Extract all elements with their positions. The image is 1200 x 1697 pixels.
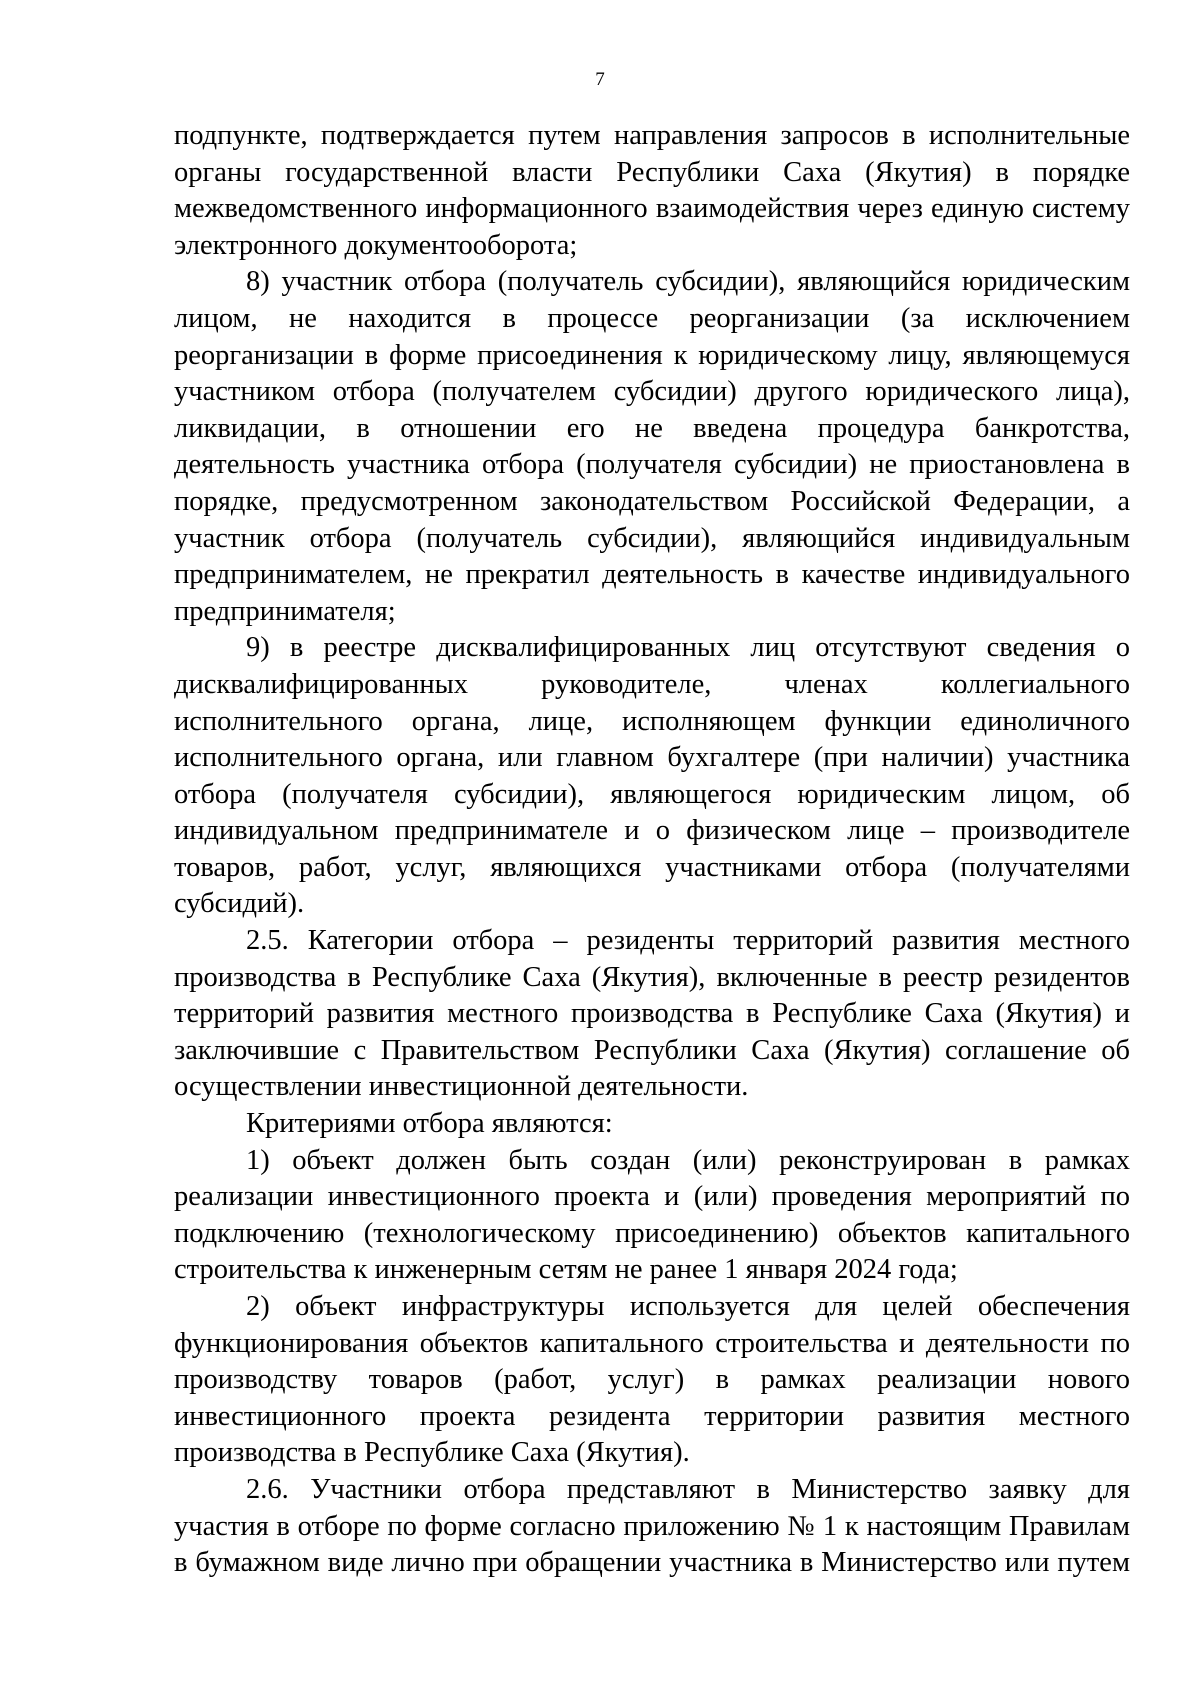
paragraph-item-8: 8) участник отбора (получатель субсидии), являющийся юридическим лицом, не находится в процессе реорганизации (за исключением реорганизации в форме присоединения к юридическому лицу, являющемуся участником отбора (получателем субсидии) другого юридического лица), ликвидации, в отношении его не введена процедура банкротства, деятельность участника отбора (получателя субсидии) не приостановлена в порядке, предусмотренном законодательством Российской Федерации, а участник отбора (получатель субсидии), являющийся индивидуальным предпринимателем, не прекратил деятельность в качестве индивидуального предпринимателя;	[174, 266, 1130, 627]
paragraph-criteria-heading: Критериями отбора являются:	[246, 1108, 613, 1140]
page-number: 7	[595, 69, 605, 90]
paragraph-criterion-2: 2) объект инфраструктуры используется для целей обеспечения функционирования объектов капитального строительства и деятельности по производству товаров (работ, услуг) в рамках реализации нового инвестиционного проекта резидента территории развития местного производства в Республике Саха (Якутия).	[174, 1291, 1130, 1469]
paragraph-section-2-6: 2.6. Участники отбора представляют в Министерство заявку для участия в отборе по форме согласно приложению № 1 к настоящим Правилам в бумажном виде лично при обращении участника в Министерство или путем	[174, 1473, 1130, 1579]
paragraph-section-2-5: 2.5. Категории отбора – резиденты территорий развития местного производства в Республике Саха (Якутия), включенные в реестр резидентов территорий развития местного производства в Республике Саха (Якутия) и заключившие с Правительством Республики Саха (Якутия) соглашение об осуществлении инвестиционной деятельности.	[174, 925, 1130, 1103]
paragraph-item-9: 9) в реестре дисквалифицированных лиц отсутствуют сведения о дисквалифицированных руководителе, членах коллегиального исполнительного органа, лице, исполняющем функции единоличного исполнительного органа, или главном бухгалтере (при наличии) участника отбора (получателя субсидии), являющегося юридическим лицом, об индивидуальном предпринимателе и о физическом лице – производителе товаров, работ, услуг, являющихся участниками отбора (получателями субсидий).	[174, 632, 1130, 920]
paragraph-continuation: подпункте, подтверждается путем направления запросов в исполнительные органы государственной власти Республики Саха (Якутия) в порядке межведомственного информационного взаимодействия через единую систему электронного документооборота;	[174, 120, 1130, 261]
document-body	[174, 118, 1130, 1582]
paragraph-criterion-1: 1) объект должен быть создан (или) реконструирован в рамках реализации инвестиционного проекта и (или) проведения мероприятий по подключению (технологическому присоединению) объектов капитального строительства к инженерным сетям не ранее 1 января 2024 года;	[174, 1144, 1130, 1286]
